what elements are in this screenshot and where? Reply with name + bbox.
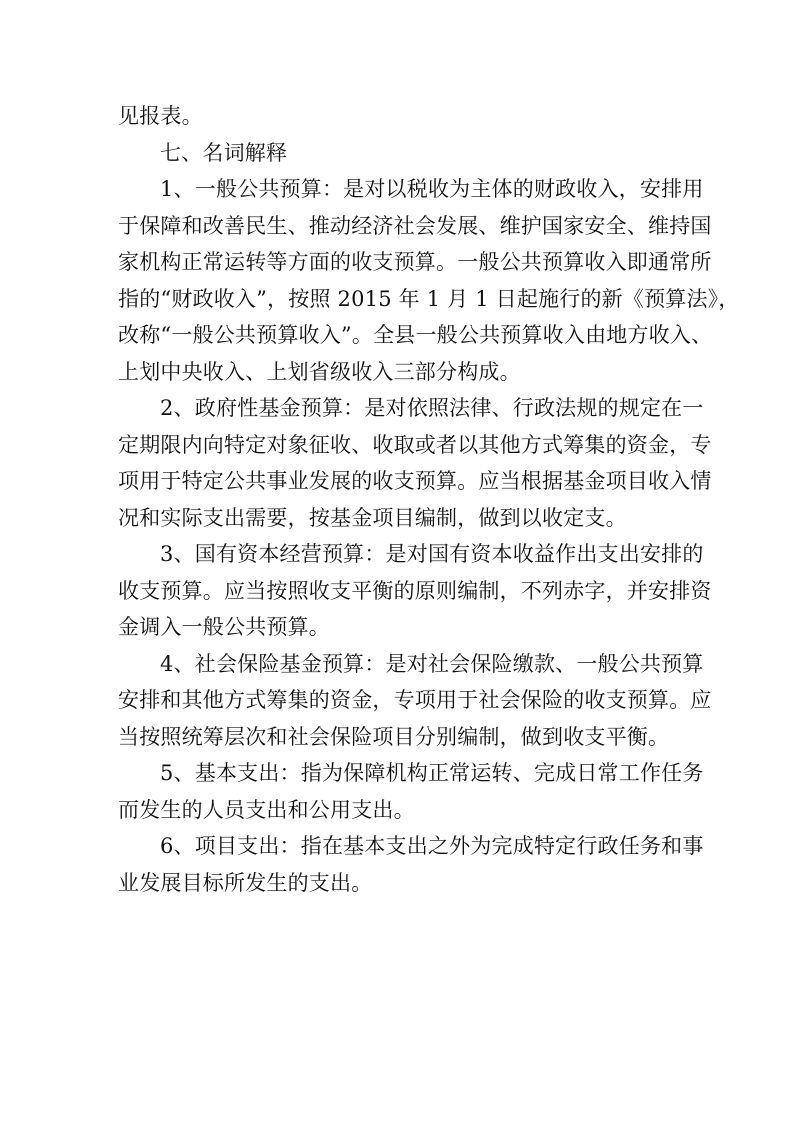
text-line: 指的“财政收入”，按照 2015 年 1 月 1 日起施行的新《预算法》， (118, 286, 740, 311)
text-line: 项用于特定公共事业发展的收支预算。应当根据基金项目收入情 (118, 469, 712, 493)
text-line: 1、一般公共预算：是对以税收为主体的财政收入，安排用 (160, 177, 704, 201)
text-line: 业发展目标所发生的支出。 (118, 870, 373, 895)
text-line: 上划中央收入、上划省级收入三部分构成。 (118, 359, 521, 384)
text-line: 收支预算。应当按照收支平衡的原则编制，不列赤字，并安排资 (118, 578, 712, 603)
text-line: 定期限内向特定对象征收、收取或者以其他方式筹集的资金，专 (118, 432, 712, 457)
text-line: 而发生的人员支出和公用支出。 (118, 797, 415, 822)
text-line: 安排和其他方式筹集的资金，专项用于社会保险的收支预算。应 (118, 688, 712, 712)
text-line: 见报表。 (118, 104, 203, 128)
text-line: 5、基本支出：指为保障机构正常运转、完成日常工作任务 (160, 761, 704, 785)
text-line: 改称“一般公共预算收入”。全县一般公共预算收入由地方收入、 (118, 323, 713, 347)
text-line: 况和实际支出需要，按基金项目编制，做到以收定支。 (118, 505, 627, 530)
text-line: 4、社会保险基金预算：是对社会保险缴款、一般公共预算 (160, 651, 704, 676)
section-heading: 七、名词解释 (160, 140, 288, 165)
text-line: 3、国有资本经营预算：是对国有资本收益作出支出安排的 (160, 542, 704, 566)
text-line: 2、政府性基金预算：是对依照法律、行政法规的规定在一 (160, 396, 704, 420)
text-line: 当按照统筹层次和社会保险项目分别编制，做到收支平衡。 (118, 724, 670, 749)
text-line: 6、项目支出：指在基本支出之外为完成特定行政任务和事 (160, 834, 704, 858)
text-line: 家机构正常运转等方面的收支预算。一般公共预算收入即通常所 (118, 250, 712, 274)
text-line: 于保障和改善民生、推动经济社会发展、维护国家安全、维持国 (118, 213, 712, 238)
text-line: 金调入一般公共预算。 (118, 615, 330, 639)
document-body (118, 98, 740, 901)
